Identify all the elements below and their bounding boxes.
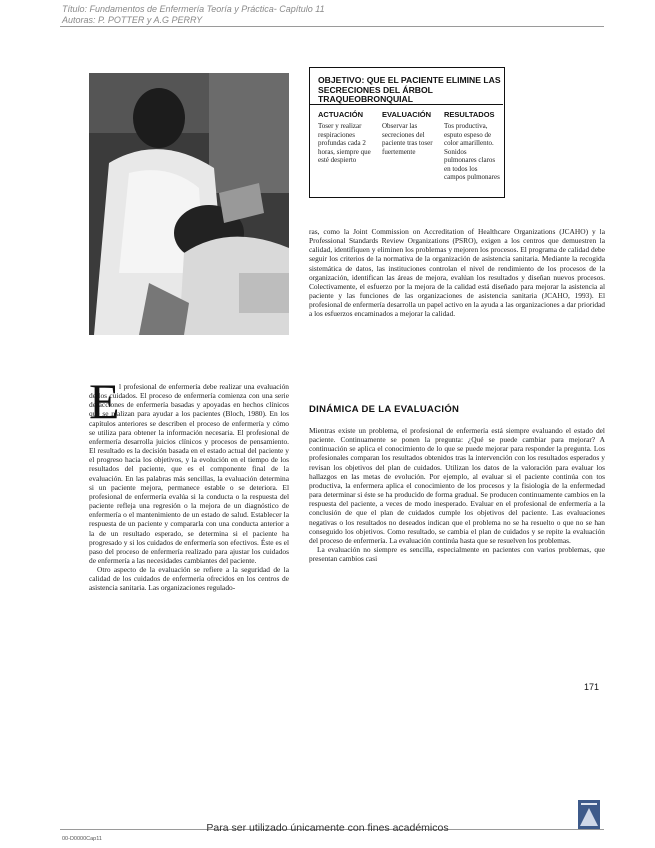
drop-cap: E bbox=[89, 373, 120, 429]
nurse-patient-photo bbox=[89, 73, 289, 335]
left-paragraph-1: l profesional de enfermería debe realizar una evaluación de los cuidados. El proceso de enfermería comienza con una serie de acciones de enfermería basadas y apoyadas en hechos clínicos que se realizan para ayudar a los pacientes (Bloch, 1980). En los capítulos anteriores se describen el proceso de enfermería y cómo se utiliza para obtener la información necesaria. El profesional de enfermería desarrolla juicios clínicos y procesos de pensamiento. El resultado es la decisión basada en el estado actual del paciente y el progreso hacia los objetivos, y la evolución en el tiempo de los resultados del paciente, que es el componente final de la evaluación. En las palabras más sencillas, la evaluación determina si un paciente mejora, permanece estable o se deteriora. El profesional de enfermería evalúa si la conducta o la respuesta del paciente refleja una regresión o la mejora de un diagnóstico de enfermería o el mantenimiento de un estado de salud. Establecer la respuesta de un paciente y compararla con una conducta anterior a la de un resultado esperado, se determina si el paciente ha progresado y si los cuidados de enfermería son efectivos. Éste es el paso del proceso de enfermería realizado para ajustar los cuidados de enfermería a las necesidades cambiantes del paciente. bbox=[89, 382, 289, 565]
right-column-body bbox=[309, 426, 605, 563]
footer-note: Para ser utilizado únicamente con fines académicos bbox=[206, 822, 449, 834]
actuacion-heading: ACTUACIÓN bbox=[318, 110, 363, 119]
section-heading: DINÁMICA DE LA EVALUACIÓN bbox=[309, 404, 460, 415]
evaluacion-heading: EVALUACIÓN bbox=[382, 110, 432, 119]
actuacion-text: Toser y realizar respiraciones profundas cada 2 horas, siempre que esté despierto bbox=[318, 122, 371, 164]
page-header bbox=[62, 4, 325, 26]
objective-divider bbox=[310, 104, 503, 105]
right-paragraph-2: La evaluación no siempre es sencilla, especialmente en pacientes con varios problemas, que presentan cambios casi bbox=[309, 545, 605, 564]
left-column-body bbox=[89, 373, 289, 593]
resultados-heading: RESULTADOS bbox=[444, 110, 495, 119]
page-number: 171 bbox=[584, 682, 600, 692]
header-authors: Autoras: P. POTTER y A.G PERRY bbox=[62, 15, 203, 25]
objective-title: OBJETIVO: QUE EL PACIENTE ELIMINE LAS SECRECIONES DEL ÁRBOL TRAQUEOBRONQUIAL bbox=[318, 75, 501, 104]
right-paragraph-1: Mientras existe un problema, el profesional de enfermería está siempre evaluando el estado del paciente. Continuamente se ponen la pregunta: ¿Qué se puede cambiar para mejorar? A continuación se aplica el conocimiento de lo que se puede mejorar para responder la pregunta. Los profesionales comparan los resultados obtenidos tras la intervención con los resultados esperados y revisan los objetivos del plan de cuidados. Utilizan los datos de la valoración para evaluar los hallazgos en las metas de evolución. Por ejemplo, al evaluar si el paciente continúa con tos productiva, la enfermera aplica el conocimiento de los procesos y la fisiología de la enfermedad para determinar si éste se ha producido de forma gradual. Se producen continuamente cambios en la respuesta del paciente, a veces de modo inesperado. Evaluar en el profesional de enfermería a la conclusión de que el plan de cuidados cumple los objetivos del paciente. Las evaluaciones negativas o los resultados no deseados indican que el problema no se ha resuelto o que no se han conseguido los objetivos. Como resultado, se cambia el plan de cuidados y se repite la evaluación del proceso de enfermería. La evaluación continúa hasta que se resuelven los problemas. bbox=[309, 426, 605, 545]
evaluacion-text: Observar las secreciones del paciente tras toser fuertemente bbox=[382, 122, 433, 156]
header-title: Título: Fundamentos de Enfermería Teoría y Práctica- Capítulo 11 bbox=[62, 4, 325, 14]
objective-box bbox=[309, 67, 505, 198]
intro-paragraph: ras, como la Joint Commission on Accreditation of Healthcare Organizations (JCAHO) y la Professional Standards Review Organizations (PSRO), exigen a los centros que demuestren la calidad, identifiquen y eliminen los problemas y mejoren los procesos. El programa de calidad debe seguir los criterios de la normativa de la organización de asistencia sanitaria. Mediante la recogida sistemática de datos, las instituciones controlan el nivel de rendimiento de los procesos de la organización, identifican las áreas de mejora, evalúan los resultados y diseñan nuevos procesos. Colectivamente, el esfuerzo por la mejora de la calidad está diseñado para mejorar la asistencia al paciente y las funciones de las organizaciones de asistencia sanitaria (JCAHO, 1993). El profesional de enfermería desarrolla un papel activo en la ayuda a las organizaciones a dar prioridad a los esfuerzos encaminados a mejorar la calidad. bbox=[309, 227, 605, 319]
left-paragraph-2: Otro aspecto de la evaluación se refiere a la seguridad de la calidad de los cuidados de enfermería ofrecidos en los centros de asistencia sanitaria. Las organizaciones regulado- bbox=[89, 565, 289, 593]
footer-code: 00-D0000Cap11 bbox=[62, 836, 102, 842]
resultados-text: Tos productiva, esputo espeso de color amarillento. Sonidos pulmonares claros en todos los campos pulmonares bbox=[444, 122, 500, 181]
header-divider bbox=[60, 26, 604, 27]
